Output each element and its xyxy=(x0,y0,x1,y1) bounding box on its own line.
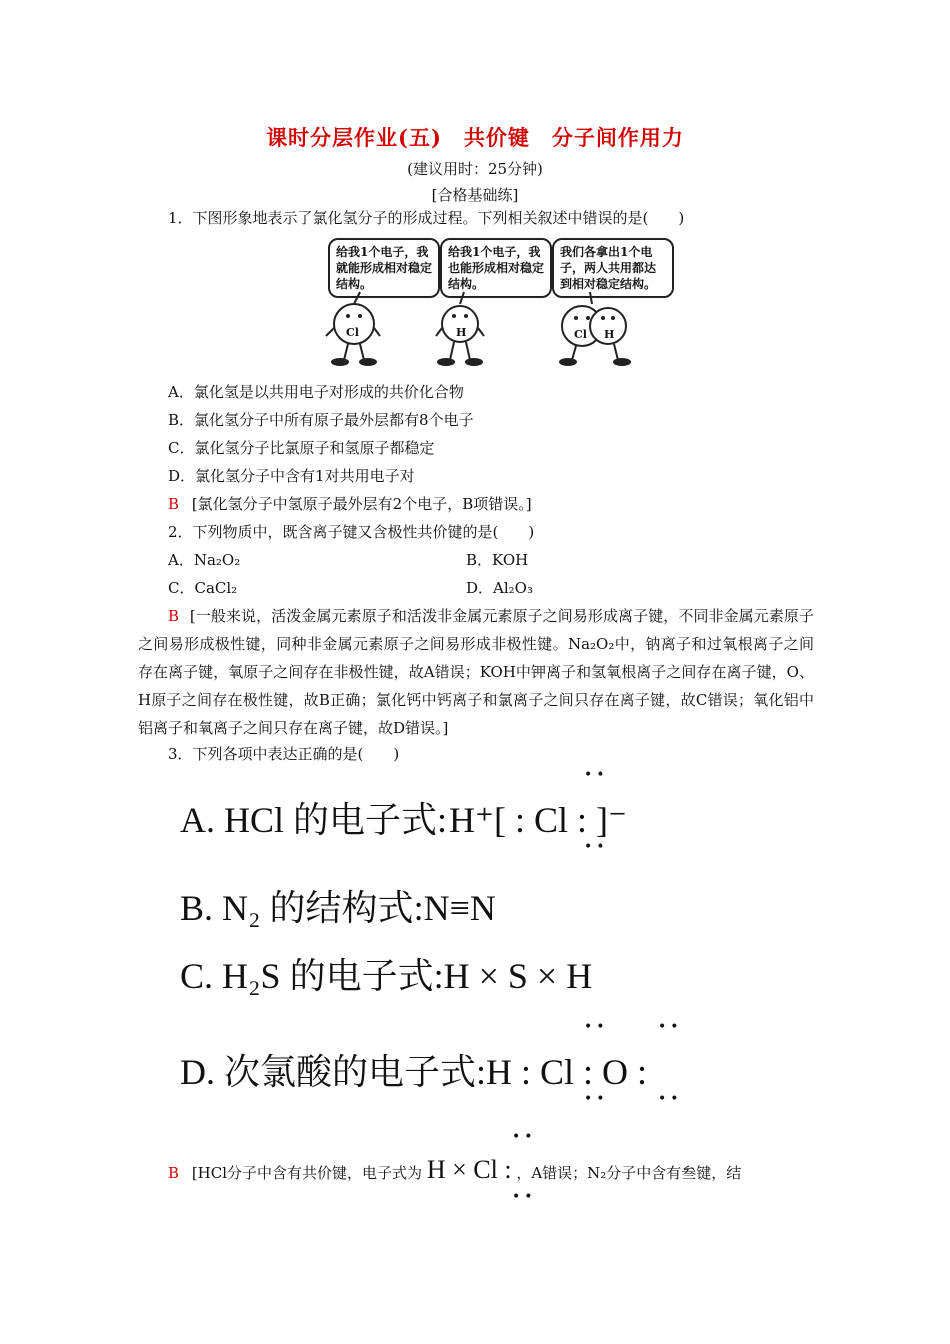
atom-label-cl: Cl xyxy=(346,326,359,339)
q3-option-b-label: B. N₂ 的结构式 xyxy=(180,888,414,928)
q1-explanation: [氯化氢分子中氢原子最外层有2个电子，B项错误。] xyxy=(191,495,532,513)
q2-option-c: C．CaCl₂ xyxy=(168,579,238,597)
q3-option-b: B. N₂ 的结构式:N≡N xyxy=(180,888,496,928)
q3-option-d-dots-cl-top: •• xyxy=(584,1019,609,1035)
q2-explanation: [一般来说，活泼金属元素原子和活泼非金属元素原子之间易形成离子键，不同非金属元素原子之间易形成极性键，同种非金属元素原子之间易形成非极性键。Na₂O₂中，钠离子和过氧根离子之间存在离子键，氧原子之间存在非极性键，故A错误；KOH中钾离子和氢氧根离子之间存在离子键，O、H原子之间存在极性键，故B正确；氯化钙中钙离子和氯离子之间只存在离子键，故C错误；氧化铝中铝离子和氧离子之间只存在离子键，故D错误。] xyxy=(138,607,814,737)
q3-option-c-label: C. H₂S 的电子式 xyxy=(180,956,434,996)
q3-option-a-dots-top: •• xyxy=(584,767,609,783)
q2-stem: 2．下列物质中，既含离子键又含极性共价键的是( ) xyxy=(168,523,535,541)
q3-option-a-label: A. HCl 的电子式 xyxy=(180,800,438,840)
q3-explanation-dots-bottom: •• xyxy=(512,1189,537,1205)
q3-explanation-dots-top: •• xyxy=(512,1129,537,1145)
q3-option-b-formula: N≡N xyxy=(423,888,496,928)
q1-answer-line xyxy=(168,494,532,514)
q3-explanation-formula: H × Cl : xyxy=(426,1155,512,1184)
q3-option-d-formula: H : Cl : O : xyxy=(486,1052,648,1092)
q2-option-a: A．Na₂O₂ xyxy=(168,551,241,569)
q3-explanation-end: ，A错误；N₂分子中含有叁键，结 xyxy=(516,1164,742,1182)
q1-option-b: B．氯化氢分子中所有原子最外层都有8个电子 xyxy=(168,411,474,429)
page-title: 课时分层作业(五) 共价键 分子间作用力 xyxy=(266,125,684,150)
q3-option-d-label: D. 次氯酸的电子式 xyxy=(180,1052,476,1092)
atom-label-h: H xyxy=(456,326,467,339)
q1-option-a: A．氯化氢是以共用电子对形成的共价化合物 xyxy=(168,383,464,401)
speech-bubble-h: 给我1个电子，我也能形成相对稳定结构。 xyxy=(440,238,552,298)
speech-bubble-cl: 给我1个电子，我就能形成相对稳定结构。 xyxy=(328,238,440,298)
q2-answer-paragraph xyxy=(138,602,814,742)
q1-answer: B xyxy=(168,495,180,513)
q3-option-d-dots-cl-bottom: •• xyxy=(584,1091,609,1107)
q3-option-c-formula: H × S × H xyxy=(443,956,593,996)
speech-bubble-shared: 我们各拿出1个电子，两人共用都达到相对稳定结构。 xyxy=(552,238,674,298)
q3-option-c: C. H₂S 的电子式:H × S × H xyxy=(180,956,593,996)
atom-label-cl-bonded: Cl xyxy=(574,328,587,341)
q3-option-d: D. 次氯酸的电子式:H : Cl : O : xyxy=(180,1052,648,1092)
q3-option-a: A. HCl 的电子式:H⁺[ : Cl : ]⁻ xyxy=(180,800,628,840)
section-label: [合格基础练] xyxy=(431,186,519,204)
q2-option-b: B．KOH xyxy=(466,551,529,569)
q3-option-a-formula: H⁺[ : Cl : ]⁻ xyxy=(449,800,628,840)
q1-option-c: C．氯化氢分子比氯原子和氢原子都稳定 xyxy=(168,439,435,457)
q3-answer: B xyxy=(168,1164,180,1182)
hcl-formation-figure xyxy=(320,236,670,370)
q3-option-a-dots-bottom: •• xyxy=(584,839,609,855)
q3-answer-line xyxy=(168,1155,742,1184)
q3-option-d-dots-o-top: •• xyxy=(658,1019,683,1035)
suggested-time: (建议用时：25分钟) xyxy=(407,160,543,178)
q1-option-d: D．氯化氢分子中含有1对共用电子对 xyxy=(168,467,415,485)
atom-cartoons xyxy=(320,236,670,370)
q3-explanation-start: [HCl分子中含有共价键，电子式为 xyxy=(191,1164,423,1182)
q1-stem: 1．下图形象地表示了氯化氢分子的形成过程。下列相关叙述中错误的是( ) xyxy=(168,209,685,227)
q3-option-d-dots-o-bottom: •• xyxy=(658,1091,683,1107)
q2-answer: B xyxy=(168,607,180,625)
q2-option-d: D．Al₂O₃ xyxy=(466,579,533,597)
atom-label-h-bonded: H xyxy=(604,328,615,341)
q3-stem: 3．下列各项中表达正确的是( ) xyxy=(168,745,400,763)
